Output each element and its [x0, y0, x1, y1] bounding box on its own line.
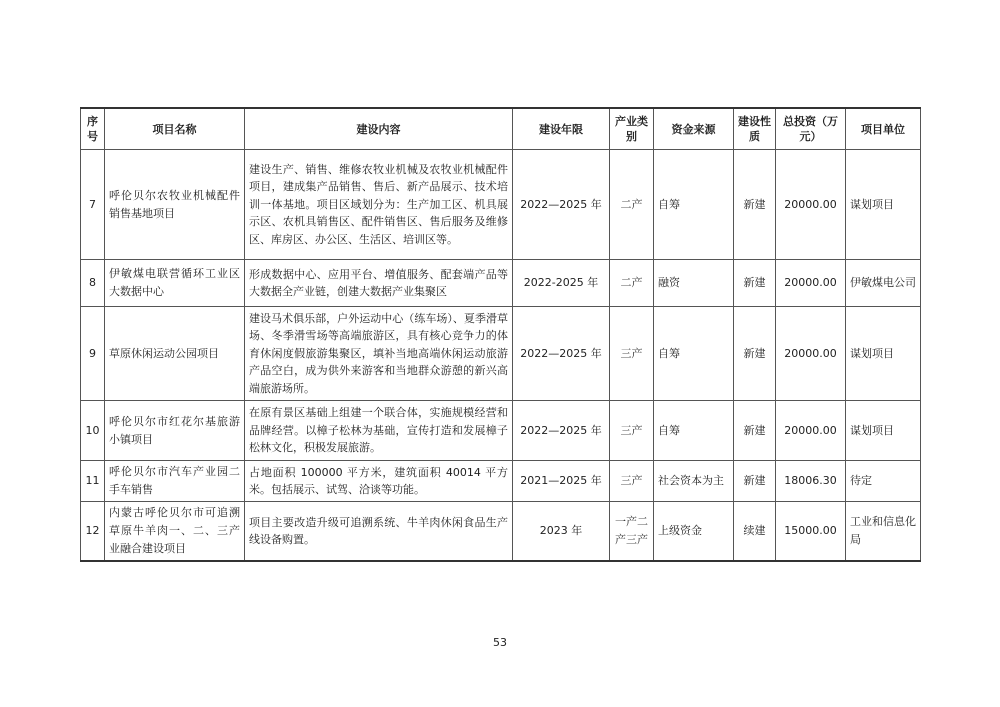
cell-name: 草原休闲运动公园项目: [105, 307, 245, 401]
header-name: 项目名称: [105, 108, 245, 150]
cell-investment: 20000.00: [776, 150, 846, 260]
cell-funding: 自筹: [654, 150, 734, 260]
cell-funding: 社会资本为主: [654, 461, 734, 502]
header-content: 建设内容: [245, 108, 513, 150]
cell-unit: 谋划项目: [846, 307, 921, 401]
cell-industry: 一产二产三产: [610, 502, 654, 562]
cell-content: 项目主要改造升级可追溯系统、牛羊肉休闲食品生产线设备购置。: [245, 502, 513, 562]
cell-period: 2022-2025 年: [513, 260, 610, 307]
cell-funding: 融资: [654, 260, 734, 307]
cell-content: 建设生产、销售、维修农牧业机械及农牧业机械配件项目，建成集产品销售、售后、新产品展示、技术培训一体基地。项目区域划分为：生产加工区、机具展示区、农机具销售区、配件销售区、售后服务及维修区、库房区、办公区、生活区、培训区等。: [245, 150, 513, 260]
cell-funding: 自筹: [654, 307, 734, 401]
cell-investment: 20000.00: [776, 260, 846, 307]
cell-investment: 15000.00: [776, 502, 846, 562]
cell-period: 2022—2025 年: [513, 150, 610, 260]
cell-unit: 谋划项目: [846, 150, 921, 260]
header-no: 序号: [81, 108, 105, 150]
cell-name: 内蒙古呼伦贝尔市可追溯草原牛羊肉一、二、三产业融合建设项目: [105, 502, 245, 562]
header-unit: 项目单位: [846, 108, 921, 150]
cell-no: 10: [81, 401, 105, 461]
cell-industry: 三产: [610, 461, 654, 502]
table-row: [81, 461, 921, 502]
cell-no: 7: [81, 150, 105, 260]
table-row: [81, 307, 921, 401]
cell-no: 9: [81, 307, 105, 401]
header-investment: 总投资（万元）: [776, 108, 846, 150]
cell-unit: 伊敏煤电公司: [846, 260, 921, 307]
cell-industry: 二产: [610, 150, 654, 260]
cell-investment: 18006.30: [776, 461, 846, 502]
table-row: [81, 150, 921, 260]
cell-content: 形成数据中心、应用平台、增值服务、配套端产品等大数据全产业链，创建大数据产业集聚区: [245, 260, 513, 307]
cell-industry: 三产: [610, 307, 654, 401]
header-industry: 产业类别: [610, 108, 654, 150]
cell-industry: 二产: [610, 260, 654, 307]
header-funding: 资金来源: [654, 108, 734, 150]
cell-unit: 谋划项目: [846, 401, 921, 461]
cell-period: 2022—2025 年: [513, 401, 610, 461]
cell-name: 呼伦贝尔市汽车产业园二手车销售: [105, 461, 245, 502]
table-row: [81, 260, 921, 307]
cell-name: 伊敏煤电联营循环工业区大数据中心: [105, 260, 245, 307]
cell-no: 8: [81, 260, 105, 307]
cell-name: 呼伦贝尔农牧业机械配件销售基地项目: [105, 150, 245, 260]
cell-nature: 续建: [734, 502, 776, 562]
cell-period: 2023 年: [513, 502, 610, 562]
cell-funding: 上级资金: [654, 502, 734, 562]
cell-nature: 新建: [734, 401, 776, 461]
cell-nature: 新建: [734, 461, 776, 502]
cell-funding: 自筹: [654, 401, 734, 461]
cell-period: 2021—2025 年: [513, 461, 610, 502]
page-number: 53: [493, 636, 507, 649]
cell-no: 11: [81, 461, 105, 502]
cell-nature: 新建: [734, 150, 776, 260]
cell-no: 12: [81, 502, 105, 562]
table-header: [81, 108, 921, 150]
cell-name: 呼伦贝尔市红花尔基旅游小镇项目: [105, 401, 245, 461]
cell-industry: 三产: [610, 401, 654, 461]
table-body: [81, 150, 921, 562]
cell-content: 在原有景区基础上组建一个联合体，实施规模经营和品牌经营。以樟子松林为基础，宣传打造和发展樟子松林文化，积极发展旅游。: [245, 401, 513, 461]
table-row: [81, 401, 921, 461]
cell-nature: 新建: [734, 260, 776, 307]
cell-unit: 待定: [846, 461, 921, 502]
header-nature: 建设性质: [734, 108, 776, 150]
header-row: [81, 108, 921, 150]
cell-unit: 工业和信息化局: [846, 502, 921, 562]
project-table: [80, 107, 921, 562]
cell-nature: 新建: [734, 307, 776, 401]
cell-investment: 20000.00: [776, 307, 846, 401]
cell-content: 占地面积 100000 平方米，建筑面积 40014 平方米。包括展示、试驾、洽谈等功能。: [245, 461, 513, 502]
header-period: 建设年限: [513, 108, 610, 150]
cell-content: 建设马术俱乐部，户外运动中心（练车场）、夏季滑草场、冬季滑雪场等高端旅游区，具有核心竞争力的体育休闲度假旅游集聚区，填补当地高端休闲运动旅游产品空白，成为供外来游客和当地群众游憩的新兴高端旅游场所。: [245, 307, 513, 401]
cell-investment: 20000.00: [776, 401, 846, 461]
cell-period: 2022—2025 年: [513, 307, 610, 401]
table-row: [81, 502, 921, 562]
